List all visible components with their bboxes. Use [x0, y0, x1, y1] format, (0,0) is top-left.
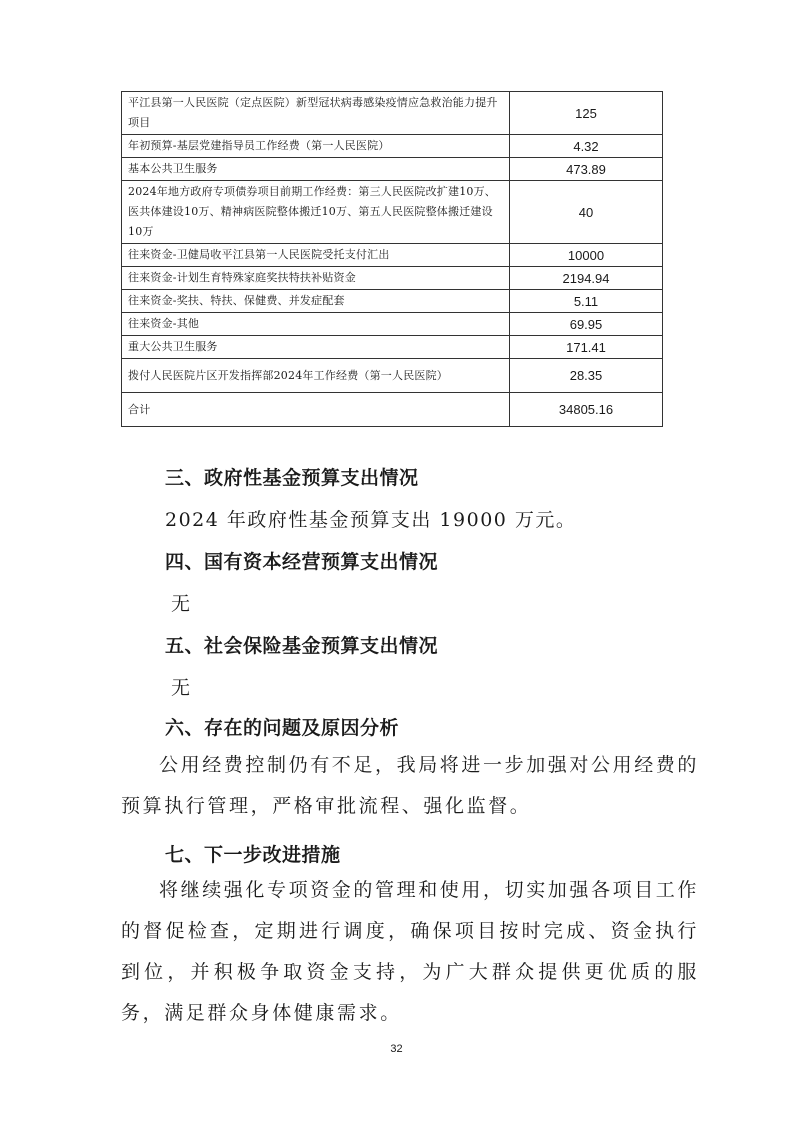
section-3-heading: 三、政府性基金预算支出情况 [165, 467, 419, 489]
table-cell-item: 2024年地方政府专项债券项目前期工作经费：第三人民医院改扩建10万、医共体建设10万、精神病医院整体搬迁10万、第五人民医院整体搬迁建设10万 [122, 181, 510, 244]
table-row [122, 267, 663, 290]
section-6-heading: 六、存在的问题及原因分析 [165, 717, 400, 739]
table-cell-item: 拨付人民医院片区开发指挥部2024年工作经费（第一人民医院） [122, 359, 510, 393]
budget-expenditure-table [121, 91, 663, 427]
table-cell-item: 往来资金-卫健局收平江县第一人民医院受托支付汇出 [122, 244, 510, 267]
section-3-text: 2024 年政府性基金预算支出 19000 万元。 [165, 509, 577, 531]
section-7-paragraph: 将继续强化专项资金的管理和使用，切实加强各项目工作的督促检查，定期进行调度，确保项目按时完成、资金执行到位，并积极争取资金支持，为广大群众提供更优质的服务，满足群众身体健康需求。 [121, 879, 700, 1024]
section-5-text: 无 [171, 677, 191, 699]
table-cell-amount: 2194.94 [510, 267, 663, 290]
section-5-heading: 五、社会保险基金预算支出情况 [165, 635, 439, 657]
table-cell-item: 年初预算-基层党建指导员工作经费（第一人民医院） [122, 135, 510, 158]
table-row [122, 181, 663, 244]
table-row [122, 359, 663, 393]
table-cell-item: 重大公共卫生服务 [122, 336, 510, 359]
section-4-heading: 四、国有资本经营预算支出情况 [165, 551, 439, 573]
table-row [122, 135, 663, 158]
table-row [122, 92, 663, 135]
table-cell-amount: 171.41 [510, 336, 663, 359]
section-7-heading: 七、下一步改进措施 [165, 844, 341, 866]
table-cell-total-label: 合计 [122, 393, 510, 427]
table-row [122, 336, 663, 359]
table-row [122, 313, 663, 336]
table-cell-item: 往来资金-奖扶、特扶、保健费、并发症配套 [122, 290, 510, 313]
table-cell-item: 平江县第一人民医院（定点医院）新型冠状病毒感染疫情应急救治能力提升项目 [122, 92, 510, 135]
table-cell-amount: 4.32 [510, 135, 663, 158]
table-cell-total-amount: 34805.16 [510, 393, 663, 427]
section-6-paragraph: 公用经费控制仍有不足，我局将进一步加强对公用经费的预算执行管理，严格审批流程、强化监督。 [121, 754, 700, 817]
table-cell-item: 基本公共卫生服务 [122, 158, 510, 181]
table-row [122, 158, 663, 181]
table-row-total [122, 393, 663, 427]
table-row [122, 290, 663, 313]
table-cell-amount: 125 [510, 92, 663, 135]
table-cell-amount: 473.89 [510, 158, 663, 181]
table-cell-amount: 69.95 [510, 313, 663, 336]
table-cell-item: 往来资金-其他 [122, 313, 510, 336]
table-cell-item: 往来资金-计划生育特殊家庭奖扶特扶补贴资金 [122, 267, 510, 290]
section-4-text: 无 [171, 593, 191, 615]
table-cell-amount: 5.11 [510, 290, 663, 313]
table-row [122, 244, 663, 267]
page-number: 32 [390, 1043, 403, 1055]
table-cell-amount: 10000 [510, 244, 663, 267]
table-cell-amount: 40 [510, 181, 663, 244]
table-cell-amount: 28.35 [510, 359, 663, 393]
